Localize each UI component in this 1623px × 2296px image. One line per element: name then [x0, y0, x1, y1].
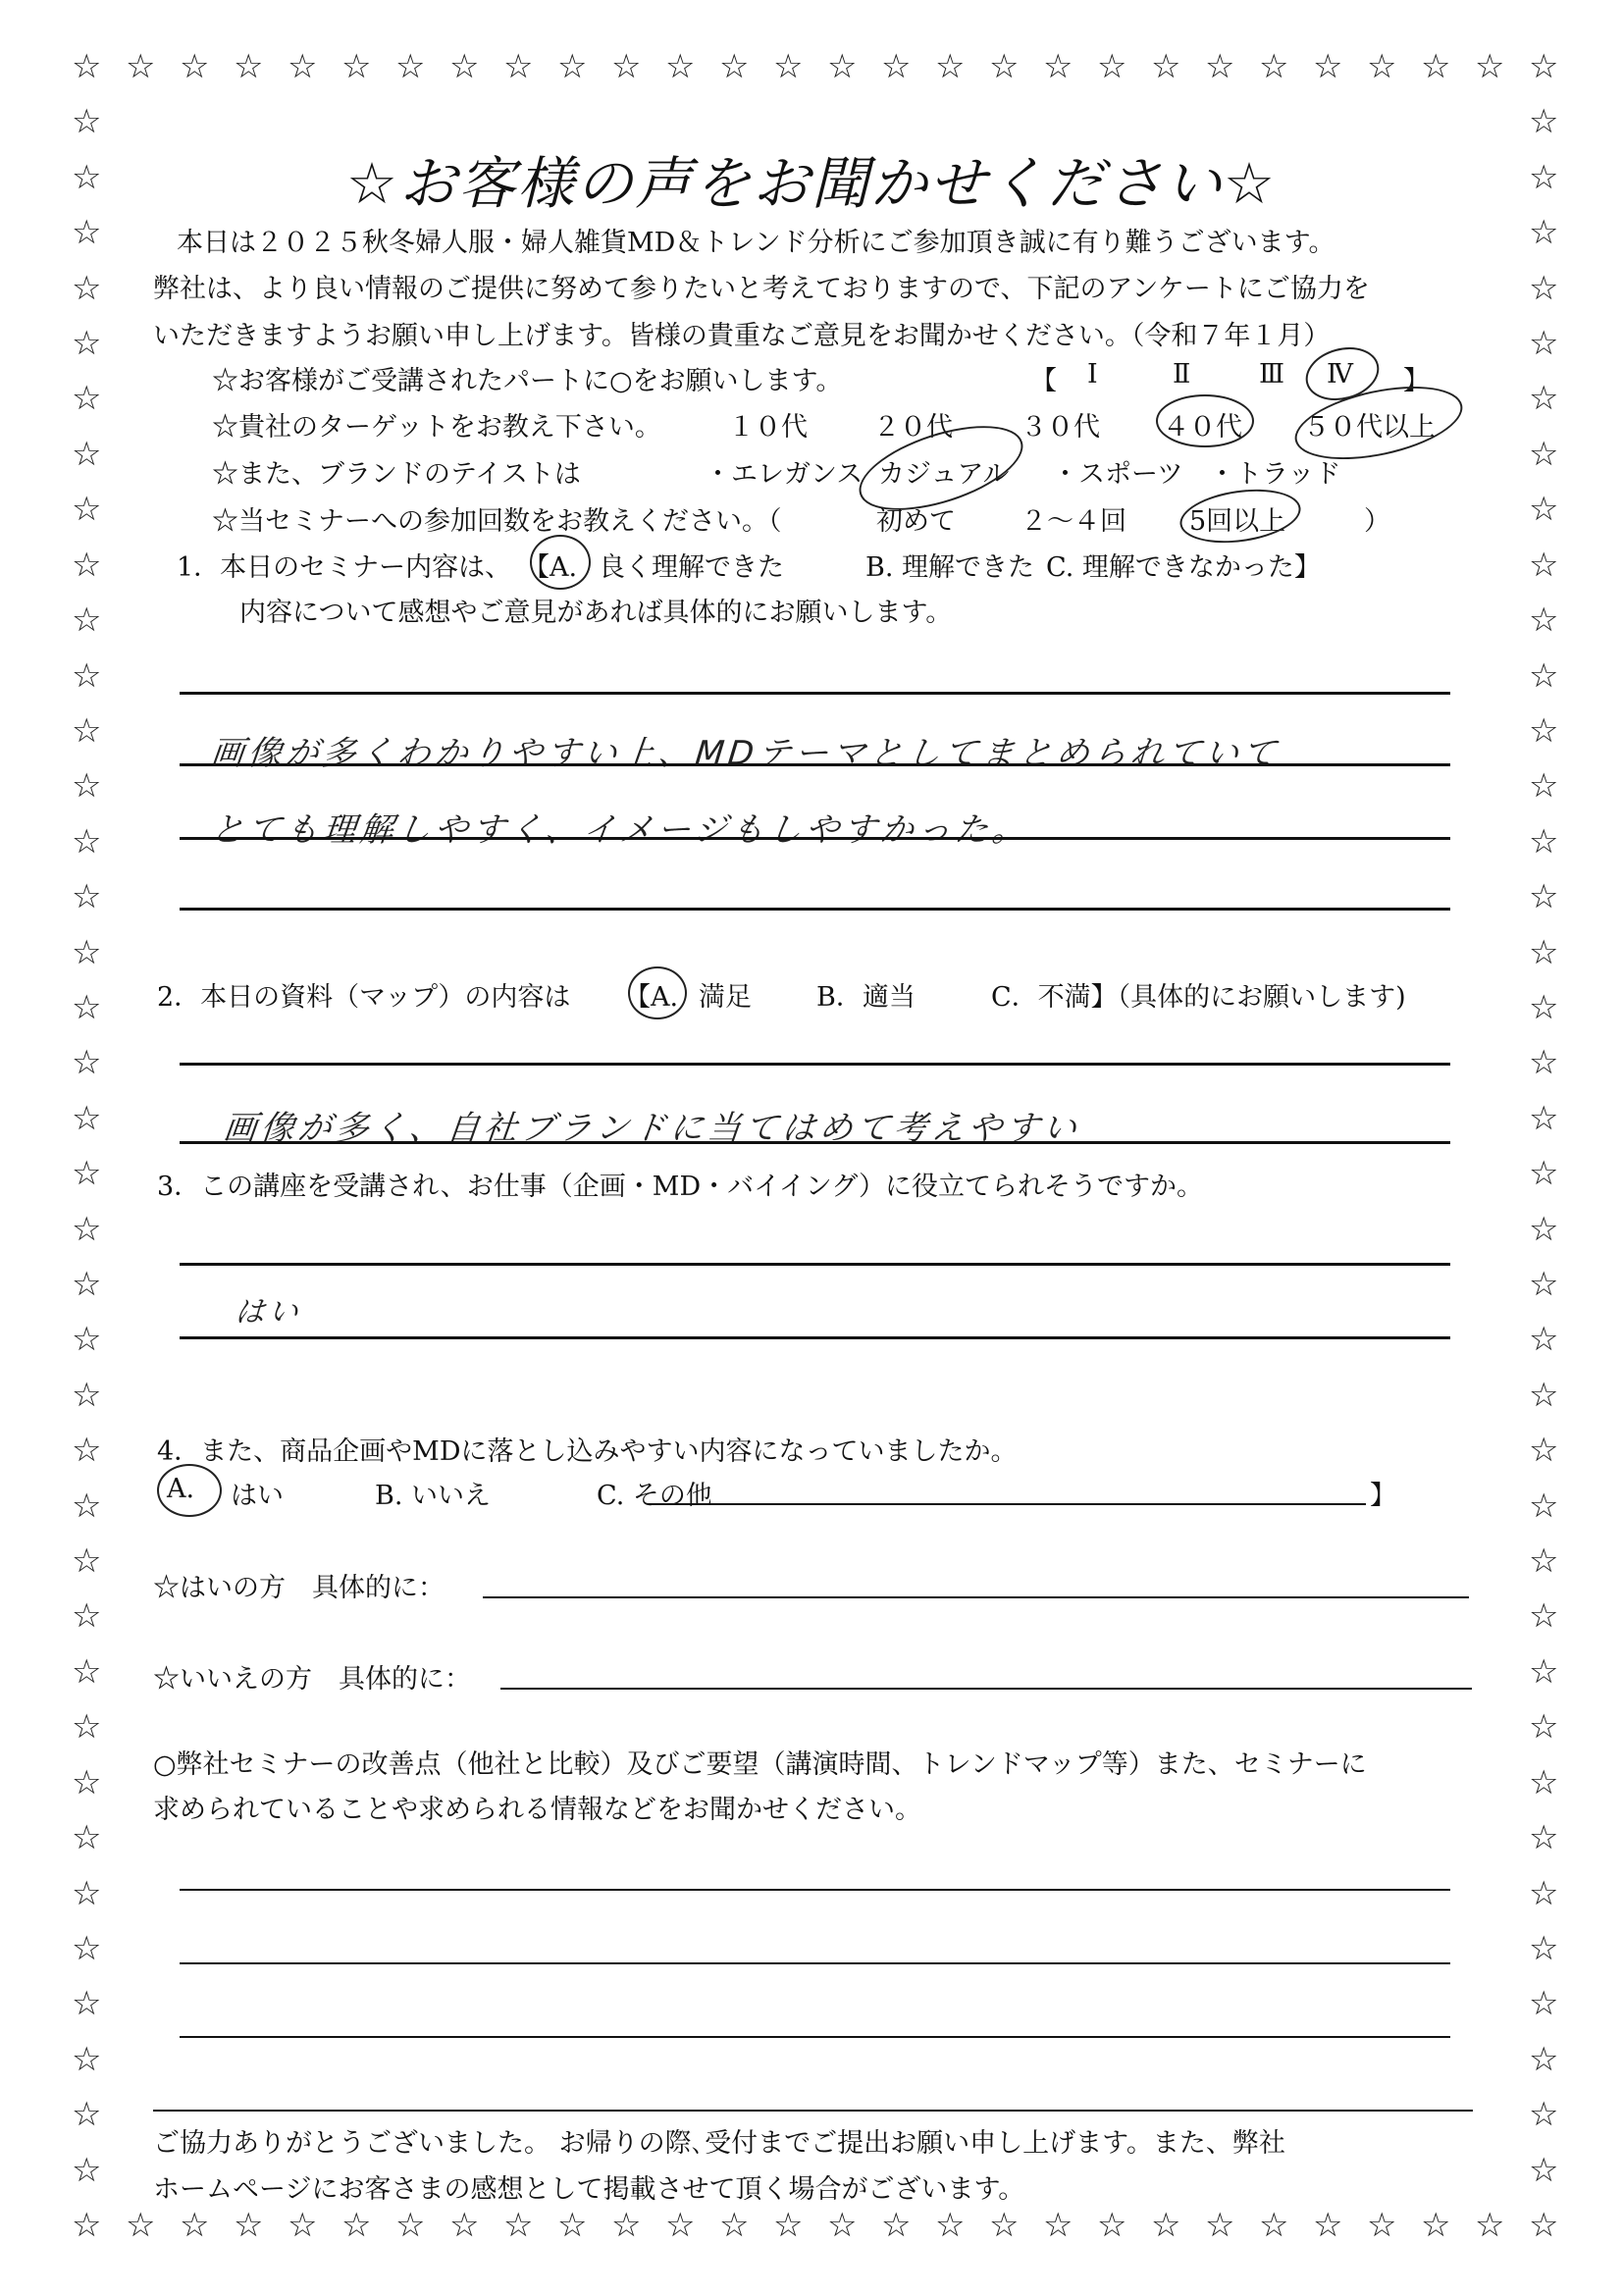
page-title: ☆お客様の声をお聞かせください☆: [346, 150, 1277, 217]
star-outline-icon: ☆: [1367, 2206, 1397, 2245]
taste-label: ☆また、ブランドのテイストは: [212, 459, 581, 490]
part-option-4[interactable]: Ⅳ: [1327, 359, 1353, 390]
selection-circle: [1156, 394, 1254, 447]
star-outline-icon: ☆: [1529, 1928, 1559, 1968]
star-outline-icon: ☆: [180, 47, 210, 86]
selection-circle: [1177, 483, 1304, 550]
star-outline-icon: ☆: [234, 2206, 264, 2245]
star-outline-icon: ☆: [72, 710, 102, 751]
target-option[interactable]: １０代: [728, 412, 808, 443]
star-outline-icon: ☆: [1097, 2206, 1127, 2245]
count-option[interactable]: 5回以上: [1189, 506, 1286, 537]
star-outline-icon: ☆: [1259, 47, 1289, 86]
star-outline-icon: ☆: [72, 1486, 102, 1526]
other-line: [648, 1503, 1366, 1505]
star-outline-icon: ☆: [1529, 1651, 1559, 1692]
q1-option-a-label: 良く理解できた: [599, 552, 784, 583]
answer-line: [180, 2036, 1450, 2038]
closing-line: ホームページにお客さまの感想として掲載させて頂く場合がございます。: [153, 2174, 1025, 2205]
star-outline-icon: ☆: [1529, 987, 1559, 1027]
star-outline-icon: ☆: [72, 2206, 102, 2245]
q5-question: 求められていることや求められる情報などをお聞かせください。: [153, 1795, 921, 1825]
intro-line: 弊社は、より良い情報のご提供に努めて参りたいと考えておりますので、下記のアンケートにご協力を: [153, 274, 1370, 304]
star-outline-icon: ☆: [395, 2206, 426, 2245]
star-outline-icon: ☆: [1529, 102, 1559, 142]
star-outline-icon: ☆: [1043, 47, 1073, 86]
star-outline-icon: ☆: [1529, 932, 1559, 972]
star-outline-icon: ☆: [1529, 1154, 1559, 1194]
star-outline-icon: ☆: [1529, 1043, 1559, 1083]
star-outline-icon: ☆: [72, 1762, 102, 1802]
star-outline-icon: ☆: [72, 1984, 102, 2024]
star-outline-icon: ☆: [72, 2095, 102, 2135]
star-outline-icon: ☆: [1313, 2206, 1343, 2245]
q1-question: 1．本日のセミナー内容は、: [177, 552, 512, 583]
q2-option-c[interactable]: C．不満】（具体的にお願いします): [991, 982, 1406, 1013]
star-outline-icon: ☆: [72, 2039, 102, 2079]
star-outline-icon: ☆: [1475, 2206, 1505, 2245]
answer-line: [180, 692, 1450, 695]
star-outline-icon: ☆: [72, 1928, 102, 1968]
star-outline-icon: ☆: [1529, 1818, 1559, 1858]
target-label: ☆貴社のターゲットをお教え下さい。: [212, 412, 661, 443]
target-option[interactable]: ３０代: [1021, 412, 1100, 443]
star-outline-icon: ☆: [72, 213, 102, 253]
star-outline-icon: ☆: [1151, 47, 1181, 86]
star-outline-icon: ☆: [935, 2206, 966, 2245]
star-outline-icon: ☆: [1529, 1431, 1559, 1471]
yes-label: ☆はいの方 具体的に：: [153, 1573, 445, 1603]
answer-line: [180, 763, 1450, 766]
taste-option[interactable]: カジュアル: [878, 459, 1010, 490]
star-outline-icon: ☆: [1205, 47, 1235, 86]
star-outline-icon: ☆: [1529, 379, 1559, 419]
star-outline-icon: ☆: [288, 47, 318, 86]
answer-line: [153, 2110, 1473, 2112]
star-outline-icon: ☆: [72, 1098, 102, 1138]
star-outline-icon: ☆: [72, 268, 102, 308]
count-option[interactable]: ２～４回: [1021, 506, 1126, 537]
star-outline-icon: ☆: [1529, 268, 1559, 308]
star-outline-icon: ☆: [1529, 2150, 1559, 2190]
q4-question: 4．また、商品企画やMDに落とし込みやすい内容になっていましたか。: [157, 1436, 1018, 1467]
star-outline-icon: ☆: [234, 47, 264, 86]
q1-prompt: 内容について感想やご意見があれば具体的にお願いします。: [239, 598, 953, 628]
q2-option-a[interactable]: 【A.: [624, 982, 679, 1013]
no-line[interactable]: [500, 1688, 1472, 1690]
star-outline-icon: ☆: [1529, 1541, 1559, 1582]
star-outline-icon: ☆: [1529, 1984, 1559, 2024]
star-outline-icon: ☆: [126, 47, 156, 86]
star-outline-icon: ☆: [72, 1265, 102, 1305]
star-outline-icon: ☆: [1151, 2206, 1181, 2245]
star-outline-icon: ☆: [1313, 47, 1343, 86]
target-option[interactable]: ４０代: [1163, 412, 1242, 443]
star-outline-icon: ☆: [611, 2206, 642, 2245]
taste-option[interactable]: ・スポーツ: [1052, 459, 1183, 490]
yes-line[interactable]: [483, 1596, 1469, 1598]
star-outline-icon: ☆: [1529, 655, 1559, 696]
star-outline-icon: ☆: [935, 47, 966, 86]
star-outline-icon: ☆: [180, 2206, 210, 2245]
star-outline-icon: ☆: [1205, 2206, 1235, 2245]
star-outline-icon: ☆: [72, 600, 102, 641]
answer-line: [180, 1962, 1450, 1964]
selection-circle: [628, 966, 687, 1019]
star-outline-icon: ☆: [881, 2206, 912, 2245]
answer-line: [180, 1889, 1450, 1891]
star-outline-icon: ☆: [773, 2206, 804, 2245]
answer-line: [180, 1063, 1450, 1066]
q1-answer-line: 画像が多くわかりやすい上、MDテーマとしてまとめられていて: [208, 734, 1283, 773]
no-label: ☆いいえの方 具体的に：: [153, 1664, 471, 1695]
count-label: ☆当セミナーへの参加回数をお教えください。（: [212, 506, 782, 537]
star-outline-icon: ☆: [827, 47, 858, 86]
star-outline-icon: ☆: [72, 47, 102, 86]
star-outline-icon: ☆: [1529, 490, 1559, 530]
star-outline-icon: ☆: [1529, 1707, 1559, 1748]
star-outline-icon: ☆: [72, 434, 102, 474]
target-option[interactable]: ２０代: [873, 412, 953, 443]
answer-line: [180, 837, 1450, 840]
star-outline-icon: ☆: [72, 1043, 102, 1083]
q4-option-a-label: はい: [231, 1481, 284, 1511]
star-outline-icon: ☆: [126, 2206, 156, 2245]
star-outline-icon: ☆: [1529, 2206, 1559, 2245]
star-outline-icon: ☆: [989, 47, 1020, 86]
star-outline-icon: ☆: [1529, 1209, 1559, 1249]
answer-line: [180, 1263, 1450, 1266]
star-outline-icon: ☆: [72, 1596, 102, 1637]
q4-option-b[interactable]: B. いいえ: [375, 1481, 492, 1511]
q4-close: 】: [1370, 1481, 1396, 1511]
star-outline-icon: ☆: [1097, 47, 1127, 86]
q3-answer: はい: [233, 1295, 304, 1330]
q1-option-c[interactable]: C. 理解できなかった】: [1046, 552, 1321, 583]
star-outline-icon: ☆: [72, 379, 102, 419]
star-outline-icon: ☆: [72, 1651, 102, 1692]
star-outline-icon: ☆: [1529, 1375, 1559, 1415]
closing-line: ご協力ありがとうございました。 お帰りの際､受付までご提出お願い申し上げます。また、弊社: [153, 2128, 1285, 2159]
star-outline-icon: ☆: [719, 2206, 750, 2245]
star-outline-icon: ☆: [1529, 434, 1559, 474]
star-outline-icon: ☆: [989, 2206, 1020, 2245]
star-outline-icon: ☆: [341, 2206, 372, 2245]
q2-option-b[interactable]: B．適当: [816, 982, 916, 1013]
star-outline-icon: ☆: [72, 987, 102, 1027]
part-label: ☆お客様がご受講されたパートに○をお願いします。: [212, 366, 843, 396]
star-outline-icon: ☆: [288, 2206, 318, 2245]
star-outline-icon: ☆: [72, 2150, 102, 2190]
star-outline-icon: ☆: [1529, 2095, 1559, 2135]
star-outline-icon: ☆: [1421, 2206, 1451, 2245]
star-outline-icon: ☆: [503, 2206, 534, 2245]
taste-option[interactable]: ・トラッド: [1209, 459, 1341, 490]
part-close: 】: [1403, 366, 1430, 396]
star-outline-icon: ☆: [72, 157, 102, 197]
star-outline-icon: ☆: [72, 324, 102, 364]
star-outline-icon: ☆: [557, 2206, 588, 2245]
selection-circle: [157, 1464, 222, 1517]
star-outline-icon: ☆: [557, 47, 588, 86]
count-option[interactable]: 初めて: [876, 506, 956, 537]
star-outline-icon: ☆: [72, 1375, 102, 1415]
star-outline-icon: ☆: [449, 47, 480, 86]
star-outline-icon: ☆: [72, 490, 102, 530]
star-outline-icon: ☆: [72, 102, 102, 142]
star-outline-icon: ☆: [1529, 1098, 1559, 1138]
star-outline-icon: ☆: [1529, 821, 1559, 861]
star-outline-icon: ☆: [1529, 157, 1559, 197]
q2-answer: 画像が多く、自社ブランドに当てはめて考えやすい: [221, 1109, 1083, 1148]
answer-line: [180, 908, 1450, 911]
star-outline-icon: ☆: [1529, 213, 1559, 253]
intro-line: いただきますようお願い申し上げます。皆様の貴重なご意見をお聞かせください。（令和７年１月）: [153, 321, 1331, 351]
q4-option-c[interactable]: C. その他: [597, 1481, 712, 1511]
star-outline-icon: ☆: [665, 2206, 696, 2245]
star-outline-icon: ☆: [72, 1541, 102, 1582]
star-outline-icon: ☆: [827, 2206, 858, 2245]
q5-question: ○弊社セミナーの改善点（他社と比較）及びご要望（講演時間、トレンドマップ等）また、セミナーに: [153, 1749, 1367, 1780]
star-outline-icon: ☆: [72, 1431, 102, 1471]
star-outline-icon: ☆: [1529, 877, 1559, 917]
selection-circle: [530, 535, 591, 590]
answer-line: [180, 1336, 1450, 1339]
star-outline-icon: ☆: [1529, 1486, 1559, 1526]
star-outline-icon: ☆: [1529, 1320, 1559, 1360]
star-outline-icon: ☆: [1529, 710, 1559, 751]
count-close: ）: [1364, 506, 1390, 537]
star-outline-icon: ☆: [1529, 600, 1559, 641]
star-outline-icon: ☆: [72, 545, 102, 585]
q1-option-b[interactable]: B. 理解できた: [865, 552, 1035, 583]
star-outline-icon: ☆: [611, 47, 642, 86]
star-outline-icon: ☆: [1043, 2206, 1073, 2245]
star-outline-icon: ☆: [72, 1154, 102, 1194]
part-option-2[interactable]: Ⅱ: [1173, 359, 1191, 390]
star-outline-icon: ☆: [1529, 1762, 1559, 1802]
star-outline-icon: ☆: [881, 47, 912, 86]
part-option-1[interactable]: Ⅰ: [1087, 359, 1098, 390]
star-outline-icon: ☆: [72, 932, 102, 972]
star-outline-icon: ☆: [72, 766, 102, 807]
q3-question: 3．この講座を受講され、お仕事（企画・MD・バイイング）に役立てられそうですか。: [157, 1172, 1204, 1202]
star-outline-icon: ☆: [1421, 47, 1451, 86]
star-outline-icon: ☆: [72, 1320, 102, 1360]
star-outline-icon: ☆: [1529, 47, 1559, 86]
star-outline-icon: ☆: [72, 1873, 102, 1913]
star-outline-icon: ☆: [72, 1209, 102, 1249]
star-outline-icon: ☆: [72, 655, 102, 696]
q4-option-a[interactable]: A.: [167, 1474, 195, 1504]
star-outline-icon: ☆: [773, 47, 804, 86]
part-option-3[interactable]: Ⅲ: [1259, 359, 1285, 390]
star-outline-icon: ☆: [1529, 766, 1559, 807]
q2-option-a-label: 満足: [699, 982, 752, 1013]
target-option[interactable]: ５０代以上: [1303, 412, 1436, 443]
star-outline-icon: ☆: [1529, 324, 1559, 364]
star-outline-icon: ☆: [1529, 2039, 1559, 2079]
star-outline-icon: ☆: [1529, 1596, 1559, 1637]
star-outline-icon: ☆: [1529, 1873, 1559, 1913]
star-outline-icon: ☆: [1259, 2206, 1289, 2245]
star-outline-icon: ☆: [72, 877, 102, 917]
q1-answer-line: とても理解しやすく、イメージもしやすかった。: [208, 810, 1032, 850]
star-outline-icon: ☆: [665, 47, 696, 86]
star-outline-icon: ☆: [1529, 545, 1559, 585]
star-outline-icon: ☆: [72, 821, 102, 861]
part-open: 【: [1030, 366, 1057, 396]
star-outline-icon: ☆: [341, 47, 372, 86]
q1-option-a[interactable]: 【A.: [523, 552, 578, 583]
star-outline-icon: ☆: [395, 47, 426, 86]
star-outline-icon: ☆: [1367, 47, 1397, 86]
star-outline-icon: ☆: [449, 2206, 480, 2245]
taste-option[interactable]: ・エレガンス: [705, 459, 864, 490]
star-outline-icon: ☆: [72, 1818, 102, 1858]
star-outline-icon: ☆: [719, 47, 750, 86]
star-outline-icon: ☆: [1529, 1265, 1559, 1305]
star-outline-icon: ☆: [72, 1707, 102, 1748]
star-outline-icon: ☆: [503, 47, 534, 86]
answer-line: [180, 1141, 1450, 1144]
star-outline-icon: ☆: [1475, 47, 1505, 86]
intro-line: 本日は２０２５秋冬婦人服・婦人雑貨MD＆トレンド分析にご参加頂き誠に有り難うございます。: [177, 228, 1335, 258]
q2-question: 2．本日の資料（マップ）の内容は: [157, 982, 571, 1013]
